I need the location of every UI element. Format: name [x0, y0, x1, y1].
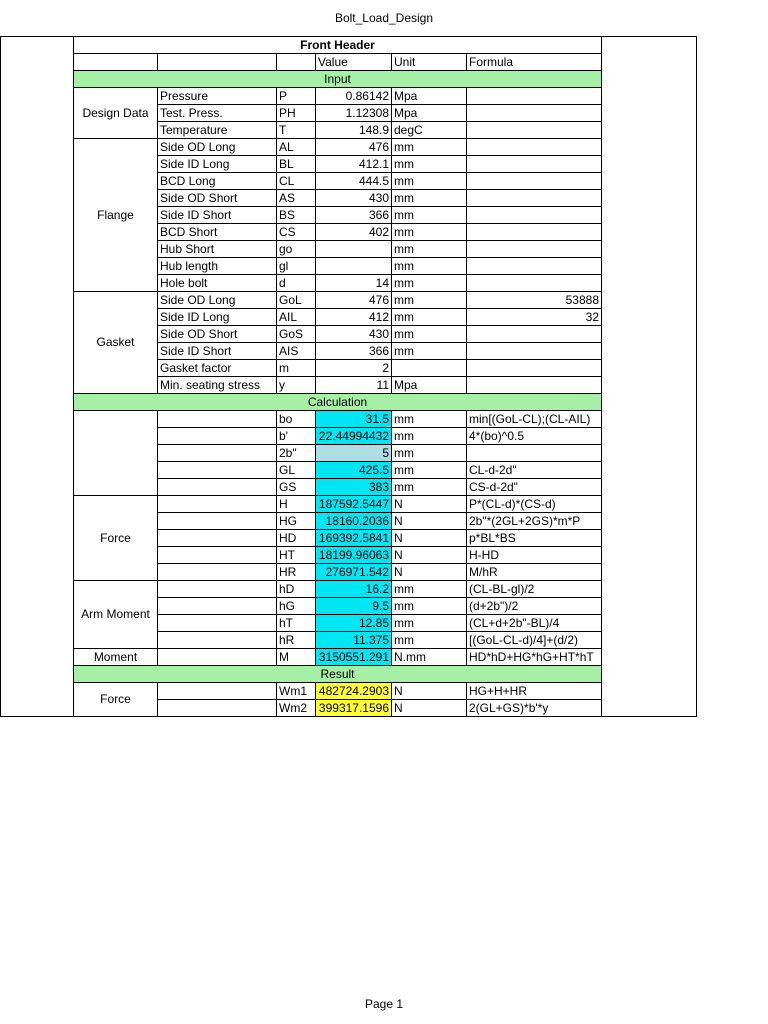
row-unit: mm — [392, 241, 467, 258]
row-symbol: b' — [277, 428, 316, 445]
row-value: 476 — [316, 292, 392, 309]
group-force: Force — [74, 496, 158, 581]
row-label — [158, 615, 277, 632]
row-value: 366 — [316, 343, 392, 360]
row-unit: mm — [392, 598, 467, 615]
row-formula — [467, 139, 602, 156]
group-result-force: Force — [74, 683, 158, 717]
section-calculation: Calculation — [74, 394, 602, 411]
row-label — [158, 462, 277, 479]
row-symbol: AL — [277, 139, 316, 156]
row-formula: 53888 — [467, 292, 602, 309]
row-symbol: m — [277, 360, 316, 377]
row-symbol: H — [277, 496, 316, 513]
row-label: Min. seating stress — [158, 377, 277, 394]
row-formula: M/hR — [467, 564, 602, 581]
row-label — [158, 530, 277, 547]
row-value: 18199.96063 — [316, 547, 392, 564]
row-symbol: hD — [277, 581, 316, 598]
row-symbol: hG — [277, 598, 316, 615]
row-unit: N — [392, 513, 467, 530]
row-unit: N.mm — [392, 649, 467, 666]
row-formula: CS-d-2d" — [467, 479, 602, 496]
row-symbol: CL — [277, 173, 316, 190]
row-formula — [467, 258, 602, 275]
row-unit: mm — [392, 258, 467, 275]
row-unit: mm — [392, 309, 467, 326]
row-value: 0.86142 — [316, 88, 392, 105]
row-symbol: GL — [277, 462, 316, 479]
row-unit: mm — [392, 139, 467, 156]
row-formula — [467, 275, 602, 292]
page-number: Page 1 — [364, 997, 404, 1011]
row-formula: min[(GoL-CL);(CL-AIL) — [467, 411, 602, 428]
row-value: 187592.5447 — [316, 496, 392, 513]
section-calculation-row — [74, 394, 602, 411]
group-flange: Flange — [74, 139, 158, 292]
row-unit: N — [392, 496, 467, 513]
row-unit: mm — [392, 479, 467, 496]
row-value: 444.5 — [316, 173, 392, 190]
row-symbol: gl — [277, 258, 316, 275]
group-calc-base — [74, 411, 158, 496]
row-label — [158, 649, 277, 666]
row-value: 402 — [316, 224, 392, 241]
row-unit: Mpa — [392, 88, 467, 105]
row-formula: HG+H+HR — [467, 683, 602, 700]
row-unit: mm — [392, 224, 467, 241]
row-value: 18160.2036 — [316, 513, 392, 530]
row-label — [158, 547, 277, 564]
row-label — [158, 700, 277, 717]
table-row — [74, 292, 602, 309]
row-label: Side OD Short — [158, 190, 277, 207]
row-formula — [467, 343, 602, 360]
row-formula — [467, 224, 602, 241]
row-label: Temperature — [158, 122, 277, 139]
row-value: 366 — [316, 207, 392, 224]
row-value: 482724.2903 — [316, 683, 392, 700]
row-label: Hole bolt — [158, 275, 277, 292]
row-symbol: 2b" — [277, 445, 316, 462]
row-formula: p*BL*BS — [467, 530, 602, 547]
row-unit: mm — [392, 445, 467, 462]
row-formula: 2(GL+GS)*b'*y — [467, 700, 602, 717]
row-unit: N — [392, 547, 467, 564]
row-symbol: HD — [277, 530, 316, 547]
row-label: Side OD Short — [158, 326, 277, 343]
header-unit: Unit — [392, 54, 467, 71]
row-unit: mm — [392, 156, 467, 173]
row-label: Side ID Long — [158, 309, 277, 326]
row-symbol: y — [277, 377, 316, 394]
row-formula: 2b"*(2GL+2GS)*m*P — [467, 513, 602, 530]
row-label — [158, 683, 277, 700]
row-label: Gasket factor — [158, 360, 277, 377]
row-value: 412.1 — [316, 156, 392, 173]
row-symbol: BS — [277, 207, 316, 224]
row-unit: mm — [392, 411, 467, 428]
table-title: Front Header — [74, 37, 602, 54]
row-unit: mm — [392, 173, 467, 190]
row-value: 412 — [316, 309, 392, 326]
row-symbol: BL — [277, 156, 316, 173]
row-label: Side ID Short — [158, 207, 277, 224]
row-formula — [467, 190, 602, 207]
group-arm-moment: Arm Moment — [74, 581, 158, 649]
group-moment: Moment — [74, 649, 158, 666]
row-unit: N — [392, 700, 467, 717]
row-formula — [467, 360, 602, 377]
row-value — [316, 258, 392, 275]
row-label: Hub Short — [158, 241, 277, 258]
row-symbol: AIS — [277, 343, 316, 360]
row-value: 2 — [316, 360, 392, 377]
row-symbol: HT — [277, 547, 316, 564]
table-row — [74, 683, 602, 700]
table-row — [74, 88, 602, 105]
row-formula: (CL+d+2b"-BL)/4 — [467, 615, 602, 632]
row-value: 425.5 — [316, 462, 392, 479]
row-formula — [467, 156, 602, 173]
row-unit: mm — [392, 632, 467, 649]
row-value: 169392.5841 — [316, 530, 392, 547]
row-symbol: CS — [277, 224, 316, 241]
row-unit: mm — [392, 207, 467, 224]
row-unit: mm — [392, 275, 467, 292]
row-formula — [467, 377, 602, 394]
row-value: 16.2 — [316, 581, 392, 598]
row-label: Hub length — [158, 258, 277, 275]
row-symbol: P — [277, 88, 316, 105]
table-row — [74, 581, 602, 598]
row-label: Side OD Long — [158, 292, 277, 309]
table-row — [74, 411, 602, 428]
group-gasket: Gasket — [74, 292, 158, 394]
row-symbol: GoL — [277, 292, 316, 309]
row-value: 476 — [316, 139, 392, 156]
row-formula — [467, 88, 602, 105]
row-unit: mm — [392, 326, 467, 343]
header-value: Value — [316, 54, 392, 71]
row-label: Test. Press. — [158, 105, 277, 122]
row-value: 11.375 — [316, 632, 392, 649]
row-value: 3150551.291 — [316, 649, 392, 666]
row-symbol: d — [277, 275, 316, 292]
row-symbol: M — [277, 649, 316, 666]
row-unit: mm — [392, 462, 467, 479]
row-value: 31.5 — [316, 411, 392, 428]
row-formula: 32 — [467, 309, 602, 326]
row-symbol: hT — [277, 615, 316, 632]
row-label — [158, 496, 277, 513]
row-symbol: GoS — [277, 326, 316, 343]
row-unit: mm — [392, 428, 467, 445]
row-label — [158, 445, 277, 462]
row-symbol: bo — [277, 411, 316, 428]
row-label: Side ID Short — [158, 343, 277, 360]
document-title: Bolt_Load_Design — [334, 11, 434, 25]
row-label: BCD Long — [158, 173, 277, 190]
row-unit: mm — [392, 190, 467, 207]
row-unit: mm — [392, 615, 467, 632]
row-value: 5 — [316, 445, 392, 462]
section-input-row — [74, 71, 602, 88]
row-value: 14 — [316, 275, 392, 292]
row-value — [316, 241, 392, 258]
row-label — [158, 428, 277, 445]
row-unit — [392, 360, 467, 377]
row-label — [158, 598, 277, 615]
row-value: 430 — [316, 326, 392, 343]
section-result-row — [74, 666, 602, 683]
row-value: 148.9 — [316, 122, 392, 139]
row-formula: 4*(bo)^0.5 — [467, 428, 602, 445]
bolt-load-table — [73, 36, 602, 717]
row-symbol: PH — [277, 105, 316, 122]
row-label — [158, 411, 277, 428]
row-label: BCD Short — [158, 224, 277, 241]
row-formula: CL-d-2d" — [467, 462, 602, 479]
row-formula: H-HD — [467, 547, 602, 564]
row-symbol: AS — [277, 190, 316, 207]
row-unit: N — [392, 530, 467, 547]
row-value: 276971.542 — [316, 564, 392, 581]
row-formula — [467, 173, 602, 190]
row-formula: (CL-BL-gl)/2 — [467, 581, 602, 598]
row-label: Side ID Long — [158, 156, 277, 173]
row-value: 9.5 — [316, 598, 392, 615]
table-row — [74, 649, 602, 666]
row-formula — [467, 122, 602, 139]
row-symbol: Wm2 — [277, 700, 316, 717]
table-row — [74, 496, 602, 513]
row-value: 1.12308 — [316, 105, 392, 122]
row-label — [158, 564, 277, 581]
row-label: Pressure — [158, 88, 277, 105]
row-symbol: GS — [277, 479, 316, 496]
table-row — [74, 139, 602, 156]
group-design-data: Design Data — [74, 88, 158, 139]
row-value: 12.85 — [316, 615, 392, 632]
row-unit: mm — [392, 581, 467, 598]
row-unit: Mpa — [392, 377, 467, 394]
row-value: 399317.1596 — [316, 700, 392, 717]
row-symbol: Wm1 — [277, 683, 316, 700]
row-formula — [467, 241, 602, 258]
row-symbol: HG — [277, 513, 316, 530]
row-symbol: go — [277, 241, 316, 258]
row-symbol: T — [277, 122, 316, 139]
section-input: Input — [74, 71, 602, 88]
row-formula — [467, 326, 602, 343]
row-value: 22.44994432 — [316, 428, 392, 445]
row-unit: N — [392, 683, 467, 700]
column-header-row — [74, 54, 602, 71]
row-label — [158, 632, 277, 649]
row-label: Side OD Long — [158, 139, 277, 156]
row-value: 383 — [316, 479, 392, 496]
row-unit: Mpa — [392, 105, 467, 122]
row-formula: [(GoL-CL-d)/4]+(d/2) — [467, 632, 602, 649]
title-row — [74, 37, 602, 54]
row-label — [158, 513, 277, 530]
row-value: 11 — [316, 377, 392, 394]
row-formula — [467, 207, 602, 224]
row-unit: degC — [392, 122, 467, 139]
row-unit: N — [392, 564, 467, 581]
row-unit: mm — [392, 292, 467, 309]
row-value: 430 — [316, 190, 392, 207]
row-formula: HD*hD+HG*hG+HT*hT — [467, 649, 602, 666]
row-label — [158, 581, 277, 598]
section-result: Result — [74, 666, 602, 683]
row-formula: (d+2b")/2 — [467, 598, 602, 615]
row-formula — [467, 105, 602, 122]
row-formula: P*(CL-d)*(CS-d) — [467, 496, 602, 513]
row-symbol: HR — [277, 564, 316, 581]
row-unit: mm — [392, 343, 467, 360]
row-symbol: hR — [277, 632, 316, 649]
row-formula — [467, 445, 602, 462]
row-symbol: AIL — [277, 309, 316, 326]
header-formula: Formula — [467, 54, 602, 71]
row-label — [158, 479, 277, 496]
